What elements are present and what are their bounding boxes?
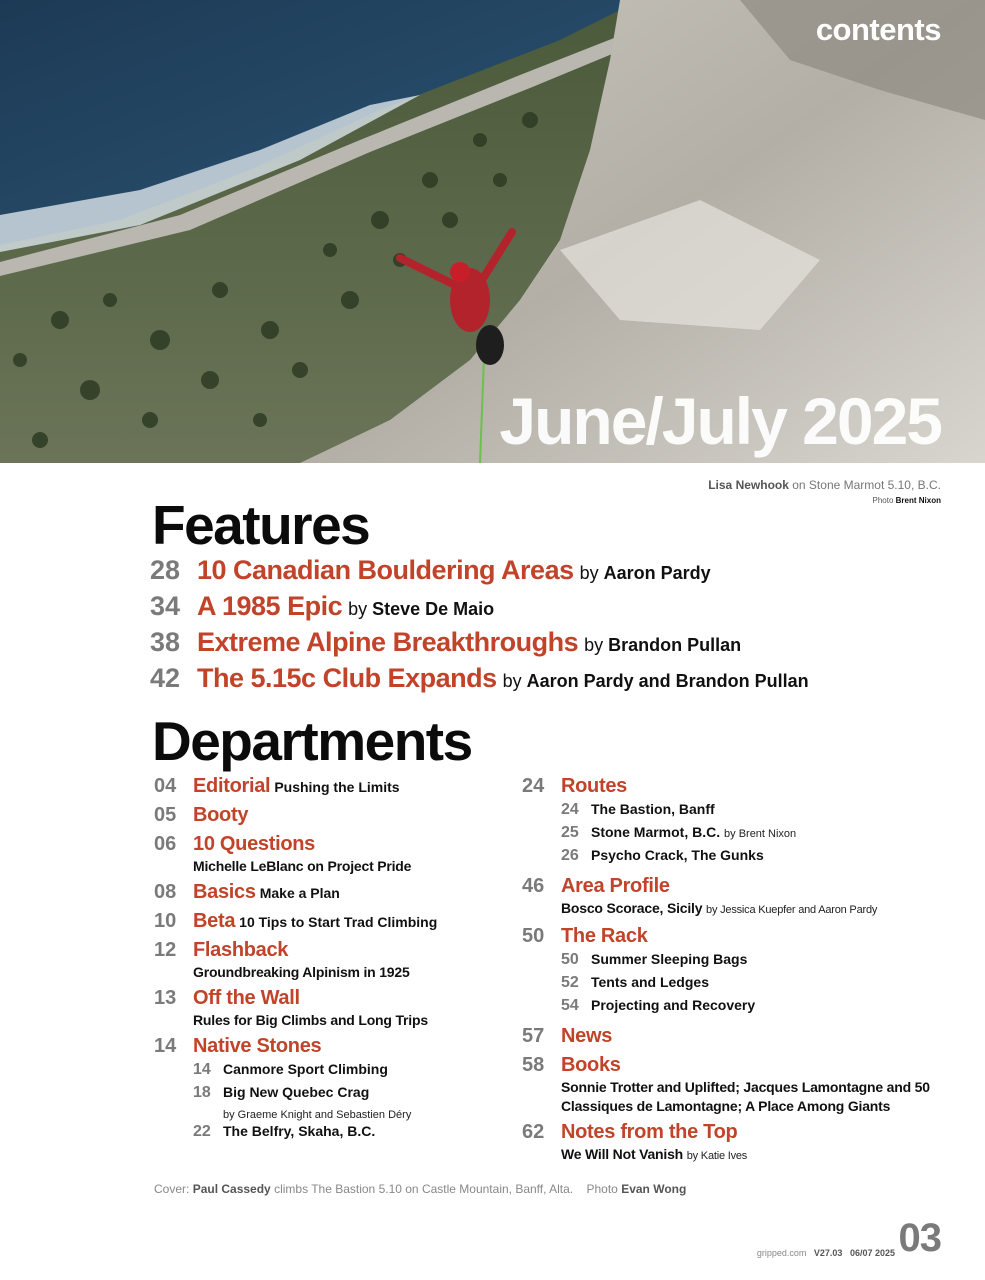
- department-subitem[interactable]: [193, 1123, 504, 1146]
- subitem-page-number: 18: [193, 1084, 211, 1101]
- feature-by: by: [502, 671, 522, 691]
- department-item[interactable]: [522, 1023, 962, 1049]
- subitem-byline: by Brent Nixon: [724, 828, 797, 840]
- caption-climber: Lisa Newhook: [708, 478, 789, 492]
- department-subitem[interactable]: [561, 847, 962, 870]
- department-page-number: 46: [522, 875, 545, 897]
- feature-page-number: 34: [150, 591, 181, 621]
- cover-climber: Paul Cassedy: [192, 1182, 271, 1196]
- feature-by: by: [348, 599, 368, 619]
- department-subitem[interactable]: [561, 951, 962, 974]
- subitem-title: Summer Sleeping Bags: [591, 951, 748, 967]
- feature-author: Aaron Pardy and Brandon Pullan: [526, 671, 809, 691]
- features-heading: Features: [152, 494, 370, 556]
- department-page-number: 13: [154, 987, 177, 1009]
- department-subitems: [193, 1059, 504, 1146]
- subitem-page-number: 54: [561, 997, 579, 1014]
- features-list: [150, 555, 950, 699]
- hero-photo: [0, 0, 985, 463]
- photo-credit: [873, 496, 941, 505]
- subitem-title: Projecting and Recovery: [591, 997, 756, 1013]
- department-page-number: 58: [522, 1054, 545, 1076]
- department-item[interactable]: [154, 985, 504, 1030]
- department-subitem[interactable]: [193, 1084, 504, 1107]
- department-subitem[interactable]: [561, 824, 962, 847]
- feature-item[interactable]: [150, 627, 950, 663]
- department-item[interactable]: [154, 879, 504, 905]
- feature-item[interactable]: [150, 591, 950, 627]
- subitem-page-number: 22: [193, 1123, 211, 1140]
- photo-credit-prefix: Photo: [872, 496, 894, 505]
- department-item[interactable]: [522, 1052, 962, 1116]
- subitem-title: The Bastion, Banff: [591, 801, 715, 817]
- department-subitem[interactable]: [561, 974, 962, 997]
- department-item[interactable]: [154, 937, 504, 982]
- department-topic: Bosco Scorace, Sicily: [561, 900, 703, 916]
- departments-heading: Departments: [152, 710, 472, 772]
- page-number: 03: [898, 1216, 941, 1260]
- caption-route: on Stone Marmot 5.10, B.C.: [792, 478, 941, 492]
- department-page-number: 08: [154, 881, 177, 903]
- department-name: Booty: [193, 804, 249, 826]
- department-topic: Make a Plan: [259, 885, 340, 901]
- subitem-title: Stone Marmot, B.C.: [591, 824, 721, 840]
- department-page-number: 06: [154, 833, 177, 855]
- department-name: Routes: [561, 775, 627, 797]
- department-page-number: 62: [522, 1121, 545, 1143]
- department-name: Basics: [193, 881, 256, 903]
- subitem-byline: by Graeme Knight and Sebastien Déry: [223, 1109, 412, 1121]
- photo-credit-name: Brent Nixon: [895, 496, 941, 505]
- subitem-title: Psycho Crack, The Gunks: [591, 847, 764, 863]
- feature-title: A 1985 Epic: [197, 591, 343, 621]
- subitem-page-number: 24: [561, 801, 579, 818]
- feature-by: by: [579, 563, 599, 583]
- department-item[interactable]: [154, 908, 504, 934]
- department-name: Off the Wall: [193, 987, 300, 1009]
- department-name: Area Profile: [561, 875, 670, 897]
- issue-date-title: June/July 2025: [499, 384, 941, 458]
- feature-item[interactable]: [150, 555, 950, 591]
- department-topic: Rules for Big Climbs and Long Trips: [193, 1012, 428, 1028]
- department-item[interactable]: [522, 773, 962, 870]
- feature-page-number: 38: [150, 627, 181, 657]
- department-page-number: 05: [154, 804, 177, 826]
- cover-photographer: Evan Wong: [621, 1182, 687, 1196]
- department-topic: Pushing the Limits: [274, 779, 400, 795]
- subitem-page-number: 14: [193, 1061, 211, 1078]
- contents-label: contents: [815, 12, 941, 47]
- department-page-number: 24: [522, 775, 545, 797]
- footer-date: 06/07 2025: [849, 1248, 895, 1258]
- subitem-page-number: 26: [561, 847, 579, 864]
- department-item[interactable]: [522, 873, 962, 920]
- department-topic: 10 Tips to Start Trad Climbing: [239, 914, 438, 930]
- department-subitems: [561, 799, 962, 870]
- department-subitems: [561, 949, 962, 1020]
- department-item[interactable]: [154, 831, 504, 876]
- footer-site: gripped.com: [756, 1248, 807, 1258]
- subitem-page-number: 25: [561, 824, 579, 841]
- feature-by: by: [584, 635, 604, 655]
- department-subitem[interactable]: [193, 1061, 504, 1084]
- footer-meta: [757, 1248, 895, 1258]
- subitem-title: Canmore Sport Climbing: [223, 1061, 388, 1077]
- departments-right-column: [522, 773, 962, 1166]
- feature-author: Aaron Pardy: [603, 563, 711, 583]
- department-name: Editorial: [193, 775, 271, 797]
- department-topic: Groundbreaking Alpinism in 1925: [193, 964, 410, 980]
- department-item[interactable]: [154, 773, 504, 799]
- department-item[interactable]: [154, 802, 504, 828]
- departments-left-column: [154, 773, 504, 1146]
- department-byline: by Katie Ives: [686, 1150, 748, 1162]
- department-name: 10 Questions: [193, 833, 315, 855]
- department-name: The Rack: [561, 925, 648, 947]
- footer-volume: V27.03: [813, 1248, 843, 1258]
- department-name: Books: [561, 1054, 621, 1076]
- feature-item[interactable]: [150, 663, 950, 699]
- cover-prefix: Cover:: [154, 1182, 190, 1196]
- department-topic: Sonnie Trotter and Uplifted; Jacques Lamontagne and 50 Classiques de Lamontagne; A Place Among Giants: [561, 1079, 930, 1114]
- department-name: News: [561, 1025, 613, 1047]
- department-page-number: 10: [154, 910, 177, 932]
- subitem-page-number: 50: [561, 951, 579, 968]
- department-subitem[interactable]: [561, 801, 962, 824]
- department-name: Notes from the Top: [561, 1121, 738, 1143]
- department-item[interactable]: [522, 1119, 962, 1166]
- department-page-number: 57: [522, 1025, 545, 1047]
- department-page-number: 12: [154, 939, 177, 961]
- subitem-page-number: 52: [561, 974, 579, 991]
- cover-text: climbs The Bastion 5.10 on Castle Mountain, Banff, Alta.: [274, 1182, 574, 1196]
- department-name: Native Stones: [193, 1035, 322, 1057]
- feature-title: The 5.15c Club Expands: [197, 663, 497, 693]
- feature-author: Brandon Pullan: [608, 635, 742, 655]
- department-name: Flashback: [193, 939, 289, 961]
- subitem-title: Tents and Ledges: [591, 974, 709, 990]
- photo-caption: [708, 478, 941, 492]
- subitem-title: Big New Quebec Crag: [223, 1084, 370, 1100]
- feature-title: 10 Canadian Bouldering Areas: [197, 555, 574, 585]
- department-topic: Michelle LeBlanc on Project Pride: [193, 858, 412, 874]
- feature-page-number: 28: [150, 555, 181, 585]
- department-name: Beta: [193, 910, 236, 932]
- feature-page-number: 42: [150, 663, 181, 693]
- department-item[interactable]: [522, 923, 962, 1020]
- department-page-number: 14: [154, 1035, 177, 1057]
- department-topic: We Will Not Vanish: [561, 1146, 684, 1162]
- department-byline: by Jessica Kuepfer and Aaron Pardy: [706, 904, 878, 916]
- subitem-title: The Belfry, Skaha, B.C.: [223, 1123, 376, 1139]
- feature-title: Extreme Alpine Breakthroughs: [197, 627, 579, 657]
- feature-author: Steve De Maio: [372, 599, 495, 619]
- cover-photo-prefix: Photo: [586, 1182, 618, 1196]
- cover-caption: [154, 1182, 686, 1196]
- department-page-number: 50: [522, 925, 545, 947]
- department-subitem[interactable]: [561, 997, 962, 1020]
- department-item[interactable]: [154, 1033, 504, 1146]
- department-page-number: 04: [154, 775, 177, 797]
